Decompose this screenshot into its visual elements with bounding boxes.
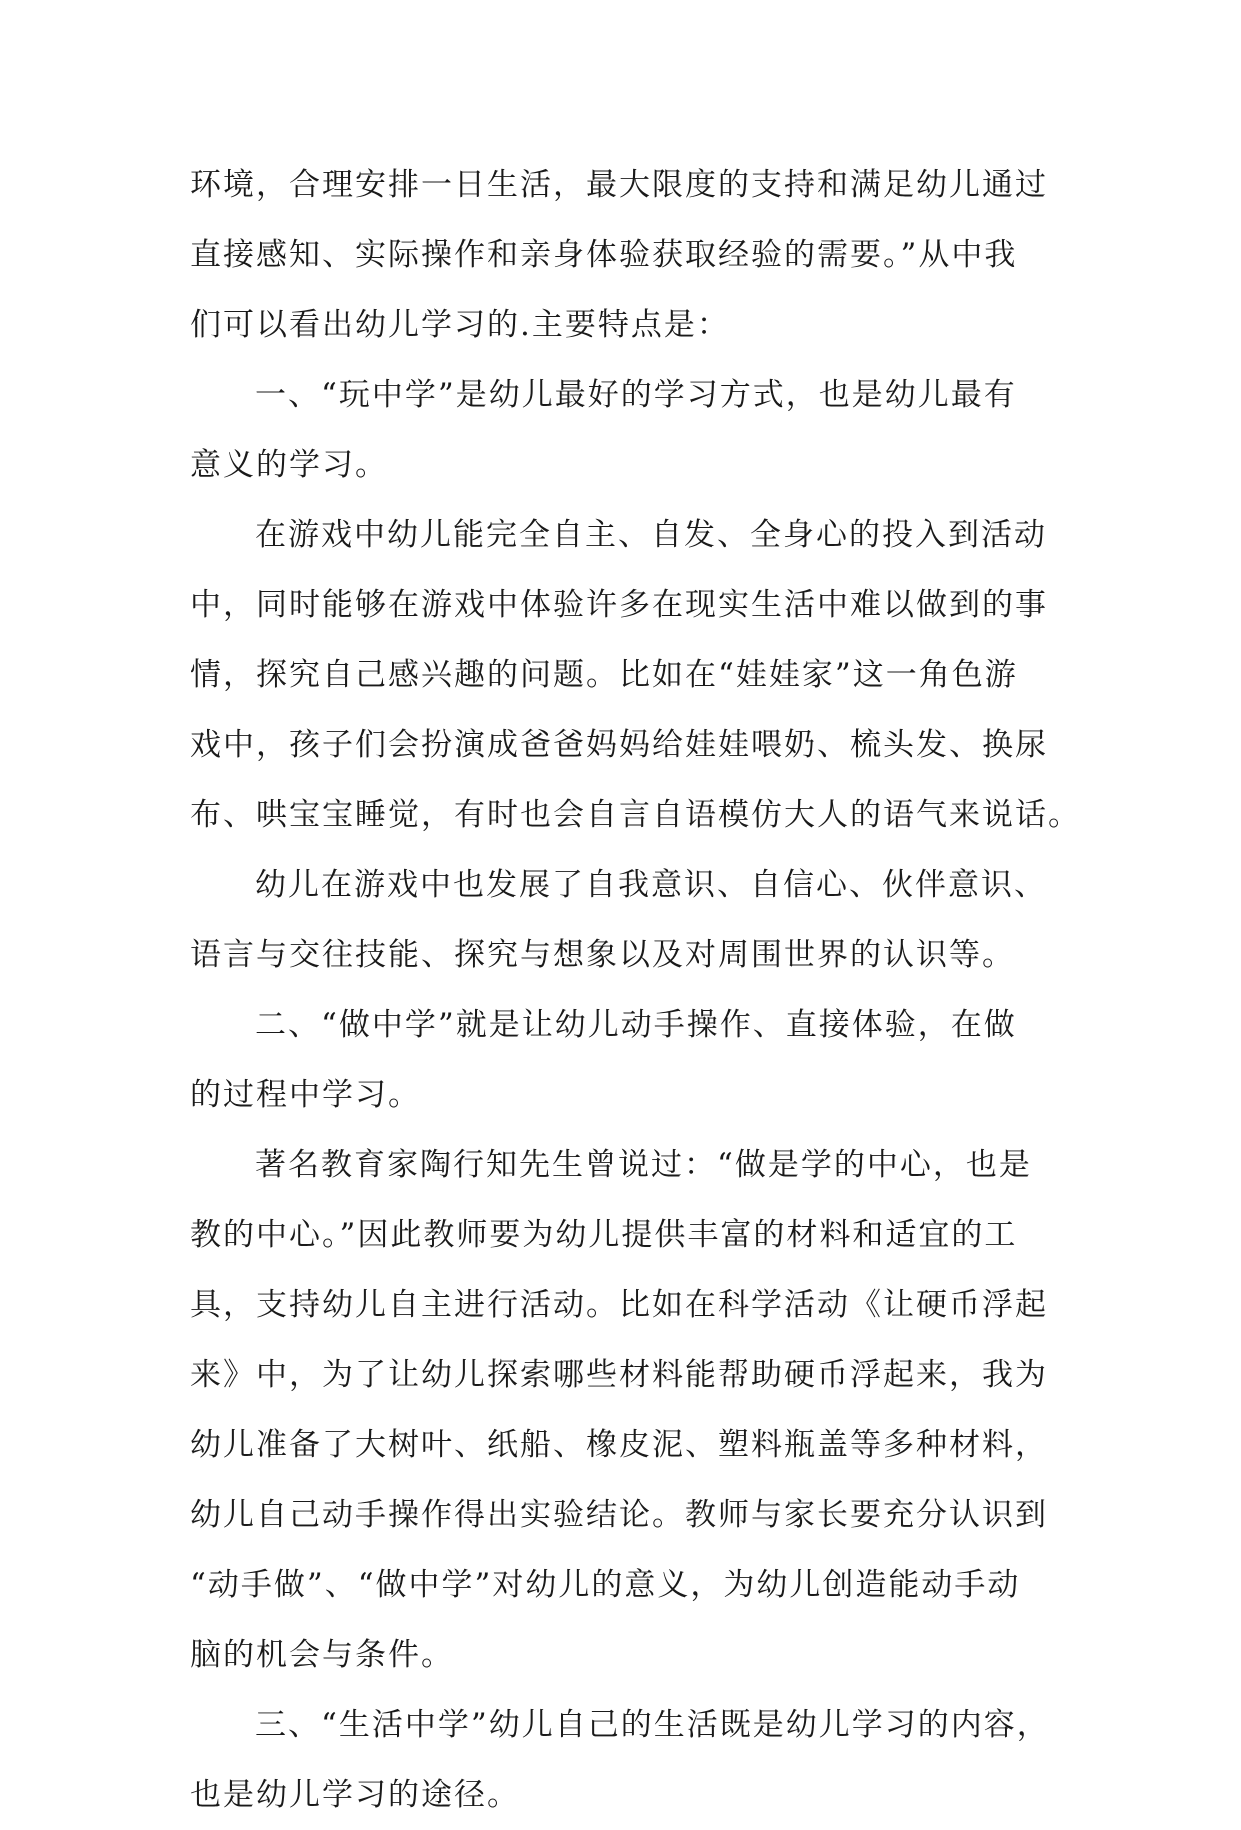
text-line: 情，探究自己感兴趣的问题。比如在“娃娃家”这一角色游 [190,657,1018,693]
text-line: 意义的学习。 [190,447,388,483]
text-line: 布、哄宝宝睡觉，有时也会自言自语模仿大人的语气来说话。 [190,797,1081,833]
text-line: 戏中，孩子们会扮演成爸爸妈妈给娃娃喂奶、梳头发、换尿 [190,727,1048,763]
text-line: 脑的机会与条件。 [190,1637,454,1673]
text-line: 幼儿自己动手操作得出实验结论。教师与家长要充分认识到 [190,1497,1048,1533]
text-line: “动手做”、“做中学”对幼儿的意义，为幼儿创造能动手动 [190,1567,1021,1603]
section-heading-line: 一、“玩中学”是幼儿最好的学习方式，也是幼儿最有 [255,377,1017,413]
text-line: 具，支持幼儿自主进行活动。比如在科学活动《让硬币浮起 [190,1287,1048,1323]
section-heading-line: 二、“做中学”就是让幼儿动手操作、直接体验，在做 [255,1007,1017,1043]
text-line: 们可以看出幼儿学习的.主要特点是： [190,307,730,343]
text-line: 也是幼儿学习的途径。 [190,1777,520,1813]
text-line: 的过程中学习。 [190,1077,421,1113]
text-line: 来》中，为了让幼儿探索哪些材料能帮助硬币浮起来，我为 [190,1357,1048,1393]
text-line: 环境，合理安排一日生活，最大限度的支持和满足幼儿通过 [190,167,1048,203]
document-body [190,150,1081,1830]
paragraph-start-line: 幼儿在游戏中也发展了自我意识、自信心、伙伴意识、 [255,867,1047,903]
paragraph-start-line: 在游戏中幼儿能完全自主、自发、全身心的投入到活动 [255,517,1047,553]
text-line: 中，同时能够在游戏中体验许多在现实生活中难以做到的事 [190,587,1048,623]
text-line: 直接感知、实际操作和亲身体验获取经验的需要。”从中我 [190,237,1018,273]
section-heading-line: 三、“生活中学”幼儿自己的生活既是幼儿学习的内容， [255,1707,1050,1743]
text-line: 语言与交往技能、探究与想象以及对周围世界的认识等。 [190,937,1015,973]
paragraph-start-line: 著名教育家陶行知先生曾说过：“做是学的中心，也是 [255,1147,1032,1183]
text-line: 幼儿准备了大树叶、纸船、橡皮泥、塑料瓶盖等多种材料， [190,1427,1048,1463]
text-line: 教的中心。”因此教师要为幼儿提供丰富的材料和适宜的工 [190,1217,1018,1253]
